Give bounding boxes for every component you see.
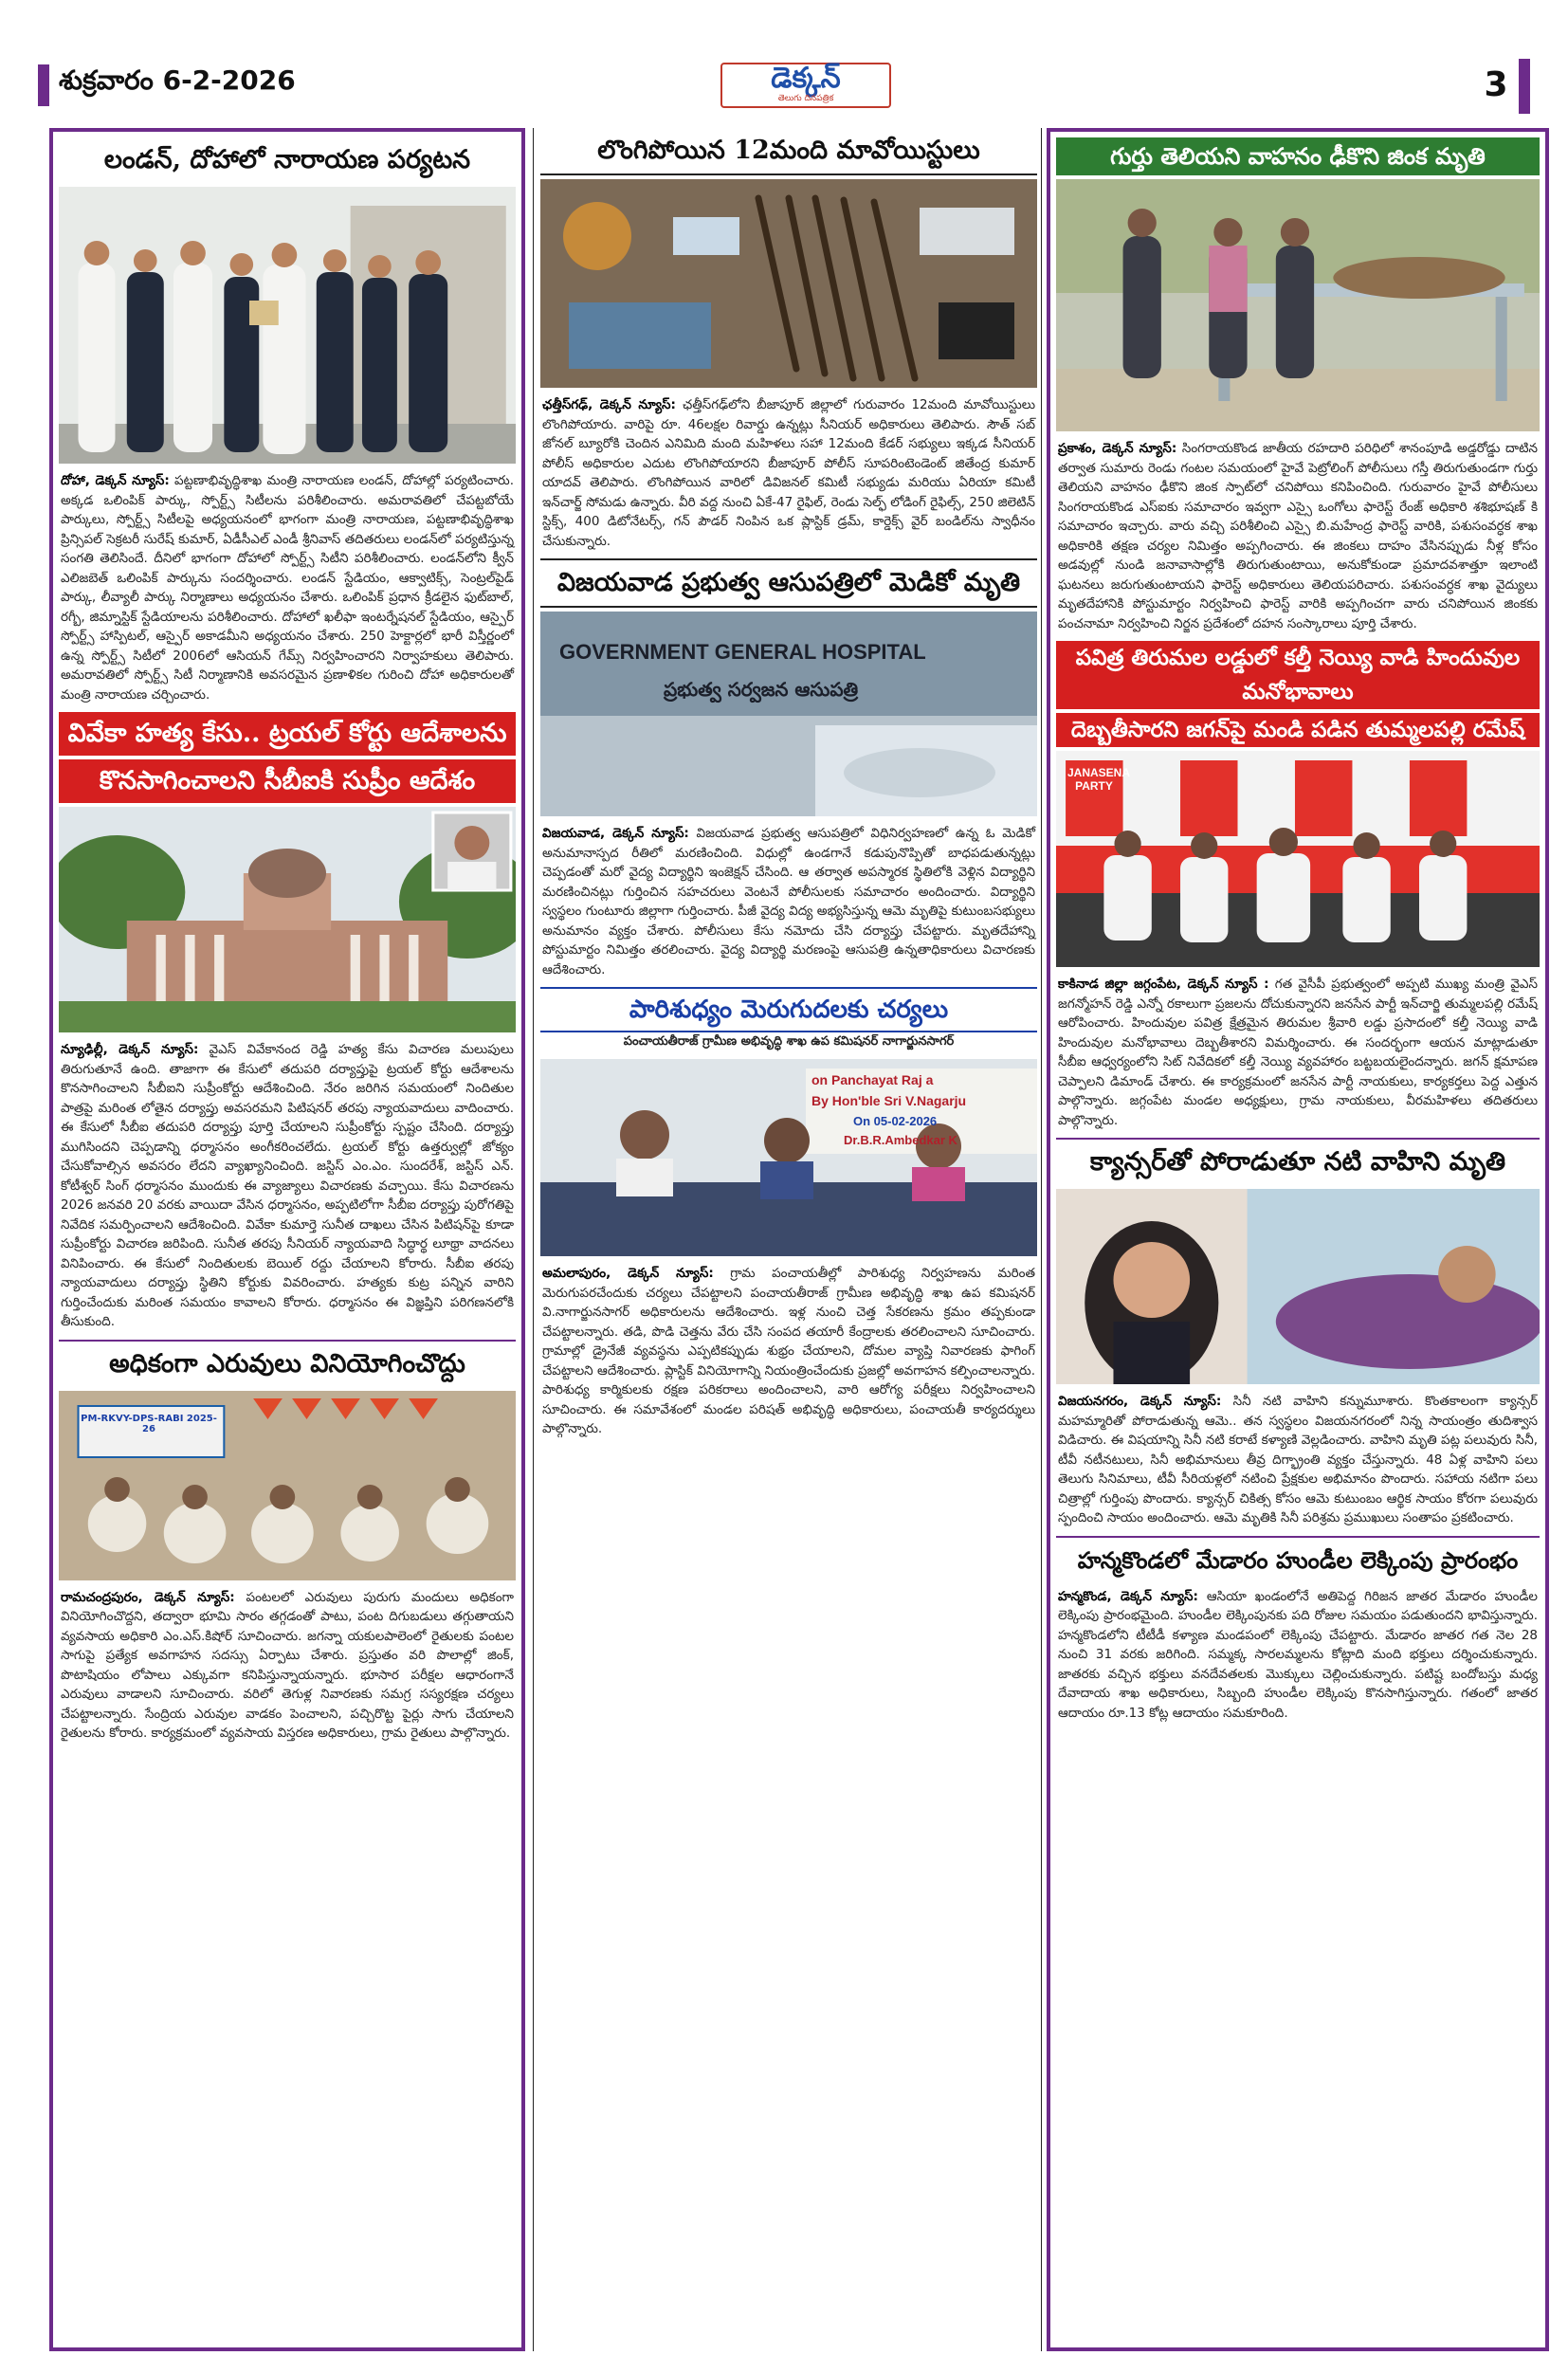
dateline: విజయవాడ, డెక్కన్ న్యూస్: [542,826,689,841]
article-body [59,467,516,708]
headline-line2: దెబ్బతీసారని జగన్‌పై మండి పడిన తుమ్మలపల్లి రమేష్ [1056,713,1540,747]
deer-illustration [1056,179,1540,431]
article-body [59,1036,516,1336]
dateline: కాకినాడ జిల్లా జగ్గంపేట, డెక్కన్ న్యూస్ : [1058,977,1269,992]
body-text: ఛత్తీస్‌గఢ్‌లోని బీజాపూర్ జిల్లాలో గురువారం 12మంది మావోయిస్టులు లొంగిపోయారు. వారిపై రూ. 46లక్షల రివార్డు ఉన్నట్లు సీనియర్ అధికారులు తెలిపారు. సౌత్ సబ్ జోనల్ బ్యూరోకి చెందిన ఎనిమిది మంది మహిళలు సహా 12మంది కేడర్ సభ్యులు ఇక్కడ సీనియర్ పోలీస్ అధికారుల ఎదుట లొంగిపోయారని బీజాపూర్ పోలీస్ సూపరింటెండెంట్ జితేంద్ర కుమార్ యాదవ్ తెలిపారు. లొంగిపోయిన వారిలో డివిజనల్ కమిటీ సభ్యుడు మరియు ఏరియా కమిటీ ఇన్‌చార్జ్ సోమడు ఉన్నారు. వీరి వద్ద నుంచి ఏకే-47 రైఫిల్, రెండు సెల్ఫ్ లోడింగ్ రైఫిల్స్, 250 జిలెటిన్ స్టిక్స్, 400 డిటోనేటర్స్, గన్ పౌడర్ నింపిన ఒక ప్లాస్టిక్ డ్రమ్, కార్డెక్స్ వైర్ బండిల్‌ను స్వాధీనం చేసుకున్నారు. [542,397,1035,549]
photo-seized-weapons [540,179,1037,388]
actress-illustration [1056,1189,1540,1384]
banner-line1: on Panchayat Raj a [811,1072,934,1087]
byline: పంచాయతీరాజ్ గ్రామీణ అభివృద్ధి శాఖ ఉప కమిషనర్ నాగార్జునసాగర్ [623,1034,955,1049]
article-narayana-tour [59,137,516,708]
headline: విజయవాడ ప్రభుత్వ ఆసుపత్రిలో మెడికో మృతి [540,558,1037,608]
article-body [540,1260,1037,1443]
article-medico-death [540,558,1037,983]
masthead [38,59,1530,114]
headline-line1: పవిత్ర తిరుమల లడ్డులో కల్తీ నెయ్యి వాడి హిందువుల మనోభావాలు [1056,641,1540,709]
page-number: 3 [1473,59,1530,114]
article-viveka-case [59,712,516,1336]
headline: గుర్తు తెలియని వాహనం ఢీకొని జింక మృతి [1056,137,1540,175]
body-text: పట్టణాభివృద్ధిశాఖ మంత్రి నారాయణ లండన్, దోహాల్లో పర్యటించారు. అక్కడ ఒలింపిక్ పార్కు, స్పోర్ట్స్ సిటీలను పరిశీలించారు. అమరావతిలో చేపట్టబోయే పార్కులు, స్పోర్ట్స్ సిటీలపై అధ్యయనంలో భాగంగా మంత్రి నారాయణ, పట్టణాభివృద్ధిశాఖ ప్రిన్సిపల్ సెక్రటరీ సురేష్ కుమార్, ఏడీసీఎల్ ఎండీ శ్రీనివాస్ తదితరులు లండన్‌లో పర్యటిస్తున్న సంగతి తెలిసిందే. దీనిలో భాగంగా దోహాలో స్పోర్ట్స్ సిటీని పరిశీలించారు. లండన్‌లోని క్వీన్ ఎలిజబెత్ ఒలింపిక్ పార్కును సందర్శించారు. లండన్ స్టేడియం, ఆక్వాటిక్స్, సెంట్రల్‌పైడ్ పార్కు, లీవ్యాలీ పార్కు నిర్మాణాలు అధ్యయనం చేశారు. ఒలింపిక్ ప్రధాన క్రీడలైన ఫుట్‌బాల్, రగ్బీ, జిమ్నాస్టిక్ స్టేడియాలను పరిశీలించారు. దోహాలో ఖలీఫా ఇంటర్నేషనల్ స్టేడియం, ఆస్పైర్ స్పోర్ట్స్ హాస్పిటల్, ఆస్పైర్ అకాడమీని అధ్యయనం చేశారు. 250 హెక్టార్లలో భారీ విస్తీర్ణంలో ఉన్న స్పోర్ట్స్ సిటీలో 2006లో ఆసియన్ గేమ్స్ నిర్వహించారని నిర్వాహకులు తెలిపారు. అమరావతిలో స్పోర్ట్స్ సిటీ నిర్మాణానికి అవసరమైన ప్రణాళికల గురించి దోహా అధికారులతో మంత్రి నారాయణ చర్చించారు. [61,473,515,703]
photo-government-hospital [540,612,1037,816]
dateline: విజయనగరం, డెక్కన్ న్యూస్: [1058,1394,1222,1409]
article-body [59,1584,516,1747]
article-actress-vahini [1056,1138,1540,1532]
headline-line2: కొనసాగించాలని సీబీఐకి సుప్రీం ఆదేశం [59,759,516,803]
article-body [540,392,1037,555]
column-right [1047,128,1549,2351]
column-divider [533,128,534,2351]
article-sanitation [540,987,1037,1443]
banner-line4: Dr.B.R.Ambedkar K [844,1133,957,1147]
dateline: న్యూఢిల్లీ, డెక్కన్ న్యూస్: [61,1042,199,1057]
issue-date: శుక్రవారం 6-2-2026 [59,64,296,96]
banner-line2: By Hon'ble Sri V.Nagarju [811,1093,967,1108]
supreme-court-illustration [59,807,516,1032]
photo-minister-meeting [59,187,516,464]
group-photo-illustration [59,187,516,464]
article-body [1056,1388,1540,1532]
hospital-sign-telugu: ప్రభుత్వ సర్వజన ఆసుపత్రి [664,678,859,701]
article-body [1056,971,1540,1134]
dateline: అమలాపురం, డెక్కన్ న్యూస్: [542,1266,714,1281]
headline: క్యాన్సర్‌తో పోరాడుతూ నటి వాహిని మృతి [1056,1138,1540,1185]
article-medaram-hundi [1056,1536,1540,1727]
column-divider [1041,128,1042,2351]
press-meet-illustration [1056,751,1540,967]
body-text: గత వైసీపీ ప్రభుత్వంలో అప్పటి ముఖ్య మంత్రి వైఎస్ జగన్మోహన్ రెడ్డి ఎన్నో రకాలుగా ప్రజలను దోచుకున్నారని జనసేన పార్టీ ఇన్‌చార్జి తుమ్మలపల్లి రమేష్ ఆరోపించారు. హిందువుల పవిత్ర క్షేత్రమైన తిరుమల శ్రీవారి లడ్డు ప్రసాదంలో కల్తీ నెయ్యి వాడి హిందువుల మనోభావాలు దెబ్బతీశారని విమర్శించారు. ఈ సందర్భంగా ఆయన మాట్లాడుతూ సీబీఐ ఆధ్వర్యంలోని సిట్ నివేదికలో కల్తీ నెయ్యి వ్యవహారం బట్టబయలైందన్నారు. జగన్ క్షమాపణ చెప్పాలని డిమాండ్ చేశారు. ఈ కార్యక్రమంలో జనసేన పార్టీ నాయకులు, కార్యకర్తలు పెద్ద ఎత్తున పాల్గొన్నారు. జగ్గంపేట మండల అధ్యక్షులు, గ్రామ నాయకులు, వీరమహిళలు తదితరులు పాల్గొన్నారు. [1058,977,1538,1128]
body-text: విజయవాడ ప్రభుత్వ ఆసుపత్రిలో విధినిర్వహణలో ఉన్న ఓ మెడికో అనుమానాస్పద రీతిలో మరణించింది. విధుల్లో ఉండగానే కడుపునొప్పితో బాధపడుతున్నట్లు చెప్పడంతో మరో వైద్య విద్యార్థిని ఇంజెక్షన్ చేసింది. ఆ తర్వాత అపస్మారక స్థితిలోకి వెళ్లిన విద్యార్థిని మరణించినట్లు గుర్తించిన సహచరులు వెంటనే పోలీసులకు సమాచారం అందించారు. విద్యార్థిని స్వస్థలం గుంటూరు జిల్లాగా గుర్తించారు. పీజీ వైద్య విద్య అభ్యసిస్తున్న ఆమె మృతిపై కుటుంబసభ్యులు అనుమానం వ్యక్తం చేశారు. పోలీసులు కేసు నమోదు చేసి దర్యాప్తు చేపట్టారు. మృతదేహాన్ని పోస్టుమార్టం నిమిత్తం తరలించారు. వైద్య విద్యార్థి మరణంపై ఆసుపత్రి ఉన్నతాధికారులు విచారణకు ఆదేశించారు. [542,826,1035,977]
headline: లొంగిపోయిన 12మంది మావోయిస్టులు [540,128,1037,175]
dateline: రామచంద్రపురం, డెక్కన్ న్యూస్: [61,1589,235,1605]
article-maoists-surrender [540,128,1037,555]
article-deer-death [1056,137,1540,637]
article-tirumala-laddu [1056,641,1540,1134]
photo-farmers-meeting [59,1391,516,1580]
article-body [540,820,1037,983]
column-middle [540,128,1037,2351]
meeting-illustration [540,1059,1037,1256]
body-text: సినీ నటి వాహిని కన్నుమూశారు. కొంతకాలంగా క్యాన్సర్ మహమ్మారితో పోరాడుతున్న ఆమె.. తన స్వస్థలం విజయనగరంలో నిన్న సాయంత్రం తుదిశ్వాస విడిచారు. ఈ విషయాన్ని సినీ నటి కరాటే కళ్యాణి వెల్లడించారు. వాహిని మృతి పట్ల పలువురు సినీ, టీవీ నటీనటులు, సినీ అభిమానులు తీవ్ర దిగ్భ్రాంతి వ్యక్తం చేస్తున్నారు. 48 ఏళ్ల వాహిని పలు తెలుగు సినిమాలు, టీవీ సీరియళ్లలో నటించి ప్రేక్షకుల అభిమానం పొందారు. సహాయ నటిగా పలు చిత్రాల్లో గుర్తింపు పొందారు. క్యాన్సర్ చికిత్స కోసం ఆమె కుటుంబం ఆర్థిక సాయం కోరగా పలువురు స్పందించి సాయం అందించారు. ఆమె మృతికి సినీ పరిశ్రమ ప్రముఖులు సంతాపం ప్రకటించారు. [1058,1394,1538,1525]
banner-text: JANASENA PARTY [1067,766,1131,793]
article-fertilizer [59,1340,516,1747]
masthead-left-bar [38,64,49,106]
article-body [1056,1583,1540,1727]
headline: పారిశుధ్యం మెరుగుదలకు చర్యలు [540,987,1037,1032]
photo-supreme-court [59,807,516,1032]
body-text: గ్రామ పంచాయతీల్లో పారిశుధ్య నిర్వహణను మరింత మెరుగుపరచేందుకు చర్యలు చేపట్టాలని పంచాయతీరాజ్ గ్రామీణ అభివృద్ధి శాఖ ఉప కమిషనర్ వి.నాగార్జునసాగర్ అధికారులను ఆదేశించారు. ఇళ్ల నుంచి చెత్త సేకరణను క్రమం తప్పకుండా చేపట్టాలన్నారు. తడి, పొడి చెత్తను వేరు చేసి సంపద తయారీ కేంద్రాలకు తరలించాలని సూచించారు. గ్రామాల్లో డ్రైనేజీ వ్యవస్థను ఎప్పటికప్పుడు శుభ్రం చేయాలని, దోమల వ్యాప్తి నివారణకు ఫాగింగ్ చేపట్టాలని ఆదేశించారు. ప్లాస్టిక్ వినియోగాన్ని నియంత్రించేందుకు ప్రజల్లో అవగాహన కల్పించాలన్నారు. పారిశుధ్య కార్మికులకు రక్షణ పరికరాలు అందించాలని, వారి ఆరోగ్య పరీక్షలు నిర్వహించాలని సూచించారు. ఈ సమావేశంలో మండల పరిషత్ అభివృద్ధి అధికారులు, పంచాయతీ కార్యదర్శులు పాల్గొన్నారు. [542,1266,1035,1436]
body-text: వైఎస్ వివేకానంద రెడ్డి హత్య కేసు విచారణ మలుపులు తిరుగుతూనే ఉంది. తాజాగా ఈ కేసులో తదుపరి దర్యాప్తుపై ట్రయల్ కోర్టు ఆదేశాలను కొనసాగించాలని సీబీఐని సుప్రీంకోర్టు ఆదేశించింది. నేరం జరిగిన సమయంలో నిందితుల పాత్రపై మరింత లోతైన దర్యాప్తు అవసరమని పిటిషనర్ తరపు న్యాయవాదులు వాదించారు. ఈ కేసులో సీబీఐ తదుపరి దర్యాప్తు పూర్తి చేయాలని సుప్రీంకోర్టు స్పష్టం చేసింది. దర్యాప్తు ముగిసిందని చెప్పడాన్ని ధర్మాసనం అంగీకరించలేదు. ట్రయల్ కోర్టు ఉత్తర్వుల్లో జోక్యం చేసుకోవాల్సిన అవసరం లేదని వ్యాఖ్యానించింది. జస్టిస్ ఎం.ఎం. సుందరేశ్, జస్టిస్ ఎన్. కోటీశ్వర్ సింగ్ ధర్మాసనం ముందుకు ఈ వ్యాజ్యాలు విచారణకు వచ్చాయి. కేసు విచారణను 2026 జనవరి 20 వరకు వాయిదా వేసిన ధర్మాసనం, అప్పటిలోగా సీబీఐ దర్యాప్తు పురోగతిపై నివేదిక సమర్పించాలని ఆదేశించింది. వివేకా కుమార్తె సునీత దాఖలు చేసిన పిటిషన్‌పై కూడా సుప్రీంకోర్టు విచారణ జరిపింది. సునీత తరపు సీనియర్ న్యాయవాది సిద్ధార్థ లూథ్రా వాదనలు వినిపించారు. ఈ కేసులో నిందితులకు బెయిల్ రద్దు చేయాలని కోరారు. సీబీఐ తరపు న్యాయవాదులు దర్యాప్తు స్థితిని కోర్టుకు వివరించారు. హత్యకు కుట్ర పన్నిన వారిని గుర్తించేందుకు మరింత సమయం కావాలని కోరారు. ధర్మాసనం ఈ విజ్ఞప్తిని పరిగణనలోకి తీసుకుంది. [61,1042,514,1329]
dateline: ప్రకాశం, డెక్కన్ న్యూస్: [1058,441,1177,456]
body-text: సింగరాయకొండ జాతీయ రహదారి పరిధిలో శానంపూడి అడ్డరోడ్డు దాటిన తర్వాత సుమారు రెండు గంటల సమయంలో హైవే పెట్రోలింగ్ పోలీసులు గస్తీ తిరుగుతుండగా గుర్తు తెలియని వాహనం ఢీకొని జింక స్పాట్‌లో చనిపోయి కనిపించింది. గురువారం హైవే పోలీసులు సింగరాయకొండ ఎస్ఐకు సమాచారం ఇవ్వగా ఎస్సై ఒంగోలు ఫారెస్ట్ రేంజ్ అధికారి శశిభూషణ్ కి సమాచారం ఇచ్చారు. వారు వచ్చి పరిశీలించి ఎస్సై బి.మహేంద్ర ఫారెస్ట్ వారికి, పశుసంవర్ధక శాఖ అధికారికి తక్షణ చర్యల నిమిత్తం అప్పగించారు. ఈ జింకలు దాహం వేసినప్పుడు నీళ్ల కోసం అడవుల్లో నుండి జనావాసాల్లోకి తిరుగుతుంటాయి, అనుకోకుండా ప్రమాదవశాత్తూ ఇలాంటి ఘటనలు జరుగుతుంటాయని ఫారెస్ట్ అధికారులు తెలియపరిచారు. పశుసంవర్ధక శాఖ వైద్యులు మృతదేహానికి పోస్టుమార్టం నిర్వహించి ఫారెస్ట్ వారికి అప్పగించగా వారు చనిపోయిన జింకకు పంచనామా నిర్వహించి నిర్జన ప్రదేశంలో దహన సంస్కారాలు పూర్తి చేశారు. [1058,441,1538,631]
dateline: ఛత్తీస్‌గఢ్, డెక్కన్ న్యూస్: [542,397,676,412]
column-middle-frame [540,128,1037,2351]
dateline: హన్మకొండ, డెక్కన్ న్యూస్: [1058,1588,1198,1604]
headline: లండన్, దోహాలో నారాయణ పర్యటన [103,145,471,174]
column-left-frame [49,128,525,2351]
column-right-frame [1047,128,1549,2351]
logo-text: డెక్కన్ [771,62,841,95]
photo-sanitation-meeting [540,1059,1037,1256]
logo-tagline: తెలుగు దినపత్రిక [777,94,834,103]
headline-line1: వివేకా హత్య కేసు.. ట్రయల్ కోర్టు ఆదేశాలను [59,712,516,756]
article-body [1056,435,1540,637]
banner-line3: On 05-02-2026 [853,1114,938,1128]
dateline: దోహా, డెక్కన్ న్యూస్: [61,473,170,488]
column-left [49,128,525,2351]
newspaper-logo [720,63,891,108]
photo-deer-carcass [1056,179,1540,431]
banner-text: PM-RKVY-DPS-RABI 2025-26 [81,1413,217,1434]
weapons-illustration [540,179,1037,388]
body-text: ఆసియా ఖండంలోనే అతిపెద్ద గిరిజన జాతర మేడారం హుండీల లెక్కింపు ప్రారంభమైంది. హుండీల లెక్కింపునకు పది రోజుల సమయం పడుతుందని భావిస్తున్నారు. హన్మకొండలోని టీటీడీ కళ్యాణ మండపంలో లెక్కింపు చేపట్టారు. మేడారం జాతర గత నెల 28 నుంచి 31 వరకు జరిగింది. సమ్మక్క సారలమ్మలను కోట్లాది మంది భక్తులు దర్శించుకున్నారు. జాతరకు వచ్చిన భక్తులు వనదేవతలకు మొక్కులు చెల్లించుకున్నారు. పటిష్ట బందోబస్తు మధ్య దేవాదాయ శాఖ అధికారులు, సిబ్బంది హుండీల లెక్కింపు కొనసాగిస్తున్నారు. గతంలో జాతర ఆదాయం రూ.13 కోట్ల ఆదాయం సమకూరింది. [1058,1588,1539,1721]
headline: అధికంగా ఎరువులు వినియోగించొద్దు [59,1340,516,1387]
photo-actress-vahini [1056,1189,1540,1384]
photo-janasena-press-meet [1056,751,1540,967]
headline: హన్మకొండలో మేడారం హుండీల లెక్కింపు ప్రారంభం [1056,1536,1540,1583]
body-text: పంటలలో ఎరువులు పురుగు మందులు అధికంగా వినియోగించొద్దని, తద్వారా భూమి సారం తగ్గడంతో పాటు, పంట దిగుబడులు తగ్గుతాయని వ్యవసాయ అధికారి ఎం.ఎస్.కిషోర్ సూచించారు. జగన్నా యకులపాలెంలో రైతులకు పంటల సాగుపై ప్రత్యేక అవగాహన సదస్సు ఏర్పాటు చేశారు. ప్రస్తుతం వరి పొలాల్లో జింక్, పొటాషియం లోపాలు ఎక్కువగా కనిపిస్తున్నాయన్నారు. భూసార పరీక్షల ఆధారంగానే ఎరువులు వాడాలని సూచించారు. వరిలో తెగుళ్ల నివారణకు సమగ్ర సస్యరక్షణ చర్యలు చేపట్టాలన్నారు. సేంద్రియ ఎరువుల వాడకం పెంచాలని, పచ్చిరొట్ట పైర్లు సాగు చేయాలని రైతులను కోరారు. కార్యక్రమంలో వ్యవసాయ విస్తరణ అధికారులు, గ్రామ రైతులు పాల్గొన్నారు. [61,1589,514,1741]
hospital-sign-english: GOVERNMENT GENERAL HOSPITAL [559,640,926,664]
